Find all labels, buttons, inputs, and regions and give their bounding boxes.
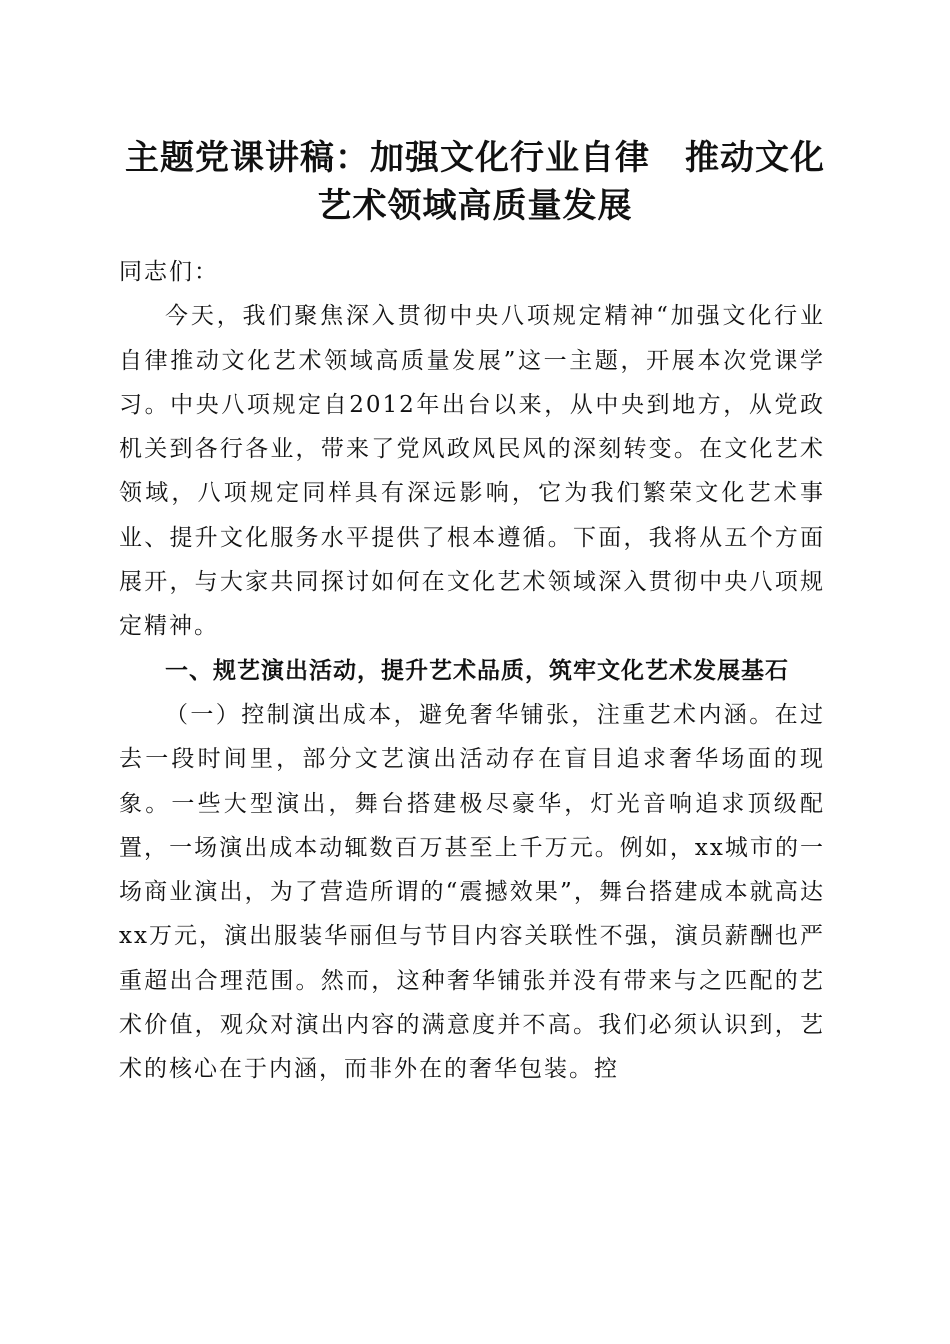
document-body	[119, 250, 825, 1092]
section-heading: 一、规艺演出活动，提升艺术品质，筑牢文化艺术发展基石	[165, 657, 789, 684]
document-title	[110, 134, 840, 230]
intro-paragraph: 今天，我们聚焦深入贯彻中央八项规定精神“加强文化行业自律推动文化艺术领域高质量发展”这一主题，开展本次党课学习。中央八项规定自2012年出台以来，从中央到地方，从党政机关到各行各业，带来了党风政风民风的深刻转变。在文化艺术领域，八项规定同样具有深远影响，它为我们繁荣文化艺术事业、提升文化服务水平提供了根本遵循。下面，我将从五个方面展开，与大家共同探讨如何在文化艺术领域深入贯彻中央八项规定精神。	[119, 303, 825, 640]
title-line-1: 主题党课讲稿：加强文化行业自律 推动文化	[125, 138, 825, 178]
title-line-2: 艺术领域高质量发展	[317, 186, 633, 226]
section-paragraph: （一）控制演出成本，避免奢华铺张，注重艺术内涵。在过去一段时间里，部分文艺演出活动存在盲目追求奢华场面的现象。一些大型演出，舞台搭建极尽豪华，灯光音响追求顶级配置，一场演出成本动辄数百万甚至上千万元。例如，xx城市的一场商业演出，为了营造所谓的“震撼效果”，舞台搭建成本就高达xx万元，演出服装华丽但与节目内容关联性不强，演员薪酬也严重超出合理范围。然而，这种奢华铺张并没有带来与之匹配的艺术价值，观众对演出内容的满意度并不高。我们必须认识到，艺术的核心在于内涵，而非外在的奢华包装。控	[119, 701, 825, 1083]
salutation: 同志们：	[119, 259, 219, 285]
